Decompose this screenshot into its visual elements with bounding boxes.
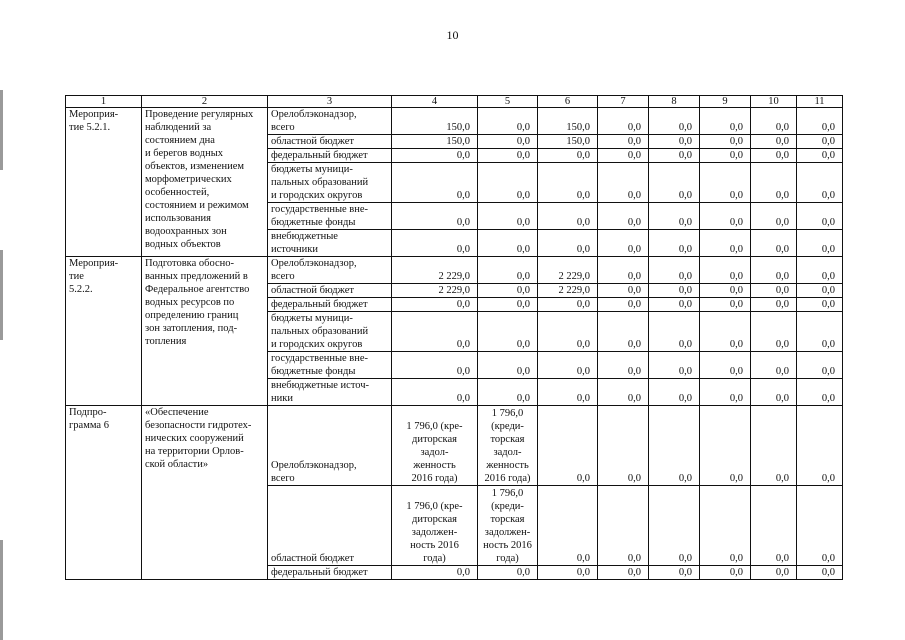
amount-cell: 0,0 <box>649 406 700 486</box>
funding-source: бюджеты муници- пальных образований и городских округов <box>268 163 392 203</box>
column-number: 2 <box>142 96 268 108</box>
amount-cell: 0,0 <box>700 312 751 352</box>
amount-cell: 0,0 <box>751 284 797 298</box>
amount-cell: 0,0 <box>598 566 649 580</box>
amount-cell: 0,0 <box>598 312 649 352</box>
amount-cell: 150,0 <box>392 135 478 149</box>
column-number: 6 <box>538 96 598 108</box>
amount-cell: 0,0 <box>538 379 598 406</box>
amount-cell: 0,0 <box>751 566 797 580</box>
funding-source: Орелоблэконадзор, всего <box>268 406 392 486</box>
amount-cell: 0,0 <box>598 352 649 379</box>
amount-cell: 0,0 <box>392 203 478 230</box>
amount-cell: 0,0 <box>538 312 598 352</box>
amount-cell: 0,0 <box>649 486 700 566</box>
amount-cell: 0,0 <box>700 566 751 580</box>
amount-cell: 0,0 <box>751 203 797 230</box>
amount-cell: 0,0 <box>598 135 649 149</box>
amount-cell: 0,0 <box>751 312 797 352</box>
funding-source: Орелоблэконадзор, всего <box>268 108 392 135</box>
amount-cell: 150,0 <box>538 135 598 149</box>
amount-cell: 0,0 <box>797 312 843 352</box>
amount-cell: 0,0 <box>478 149 538 163</box>
amount-cell: 0,0 <box>478 284 538 298</box>
amount-cell: 0,0 <box>797 352 843 379</box>
amount-cell: 0,0 <box>598 203 649 230</box>
amount-cell: 0,0 <box>392 379 478 406</box>
funding-source: федеральный бюджет <box>268 149 392 163</box>
amount-cell: 0,0 <box>751 406 797 486</box>
budget-table <box>65 95 843 580</box>
amount-cell: 0,0 <box>538 149 598 163</box>
amount-cell: 0,0 <box>538 230 598 257</box>
funding-source: бюджеты муници- пальных образований и городских округов <box>268 312 392 352</box>
amount-cell: 0,0 <box>392 230 478 257</box>
amount-cell: 0,0 <box>598 257 649 284</box>
activity-code: Мероприя- тие 5.2.2. <box>66 257 142 406</box>
amount-cell: 0,0 <box>392 298 478 312</box>
table-row <box>66 108 843 135</box>
amount-cell: 0,0 <box>478 312 538 352</box>
amount-cell: 1 796,0 (кре- диторская задолжен- ность 2016 года) <box>392 486 478 566</box>
amount-cell: 0,0 <box>598 284 649 298</box>
amount-cell: 0,0 <box>538 486 598 566</box>
funding-source: Орелоблэконадзор, всего <box>268 257 392 284</box>
amount-cell: 0,0 <box>751 135 797 149</box>
amount-cell: 0,0 <box>538 406 598 486</box>
amount-cell: 0,0 <box>392 566 478 580</box>
column-number: 10 <box>751 96 797 108</box>
amount-cell: 0,0 <box>598 486 649 566</box>
amount-cell: 0,0 <box>478 352 538 379</box>
amount-cell: 0,0 <box>700 284 751 298</box>
amount-cell: 0,0 <box>700 486 751 566</box>
table-row <box>66 257 843 284</box>
amount-cell: 0,0 <box>649 257 700 284</box>
amount-cell: 0,0 <box>797 108 843 135</box>
amount-cell: 0,0 <box>797 486 843 566</box>
amount-cell: 0,0 <box>478 566 538 580</box>
amount-cell: 0,0 <box>538 203 598 230</box>
amount-cell: 0,0 <box>797 406 843 486</box>
funding-source: государственные вне- бюджетные фонды <box>268 352 392 379</box>
amount-cell: 0,0 <box>478 379 538 406</box>
funding-source: областной бюджет <box>268 486 392 566</box>
amount-cell: 0,0 <box>598 230 649 257</box>
amount-cell: 0,0 <box>797 566 843 580</box>
amount-cell: 0,0 <box>478 108 538 135</box>
column-number: 4 <box>392 96 478 108</box>
funding-source: внебюджетные источники <box>268 230 392 257</box>
amount-cell: 0,0 <box>538 352 598 379</box>
column-number: 3 <box>268 96 392 108</box>
amount-cell: 0,0 <box>392 163 478 203</box>
amount-cell: 0,0 <box>700 257 751 284</box>
page-number: 10 <box>446 28 459 42</box>
amount-cell: 0,0 <box>478 203 538 230</box>
amount-cell: 0,0 <box>649 566 700 580</box>
amount-cell: 0,0 <box>478 135 538 149</box>
amount-cell: 0,0 <box>649 379 700 406</box>
activity-title: «Обеспечение безопасности гидротех- нических сооружений на территории Орлов- ской области» <box>142 406 268 580</box>
amount-cell: 0,0 <box>538 566 598 580</box>
amount-cell: 0,0 <box>598 379 649 406</box>
amount-cell: 0,0 <box>649 149 700 163</box>
amount-cell: 0,0 <box>700 298 751 312</box>
amount-cell: 0,0 <box>700 230 751 257</box>
amount-cell: 0,0 <box>700 108 751 135</box>
amount-cell: 0,0 <box>700 406 751 486</box>
amount-cell: 0,0 <box>598 149 649 163</box>
amount-cell: 0,0 <box>649 312 700 352</box>
amount-cell: 0,0 <box>649 352 700 379</box>
amount-cell: 0,0 <box>797 149 843 163</box>
amount-cell: 0,0 <box>538 163 598 203</box>
amount-cell: 2 229,0 <box>392 257 478 284</box>
page-edge-mark <box>0 90 3 170</box>
amount-cell: 0,0 <box>797 298 843 312</box>
amount-cell: 2 229,0 <box>538 257 598 284</box>
funding-source: государственные вне- бюджетные фонды <box>268 203 392 230</box>
amount-cell: 0,0 <box>797 230 843 257</box>
amount-cell: 0,0 <box>649 284 700 298</box>
funding-source: внебюджетные источ- ники <box>268 379 392 406</box>
amount-cell: 150,0 <box>392 108 478 135</box>
funding-source: федеральный бюджет <box>268 298 392 312</box>
amount-cell: 0,0 <box>797 135 843 149</box>
amount-cell: 0,0 <box>700 149 751 163</box>
amount-cell: 0,0 <box>598 163 649 203</box>
amount-cell: 0,0 <box>392 312 478 352</box>
amount-cell: 0,0 <box>700 379 751 406</box>
amount-cell: 2 229,0 <box>538 284 598 298</box>
amount-cell: 0,0 <box>797 284 843 298</box>
column-number: 11 <box>797 96 843 108</box>
amount-cell: 0,0 <box>751 486 797 566</box>
amount-cell: 0,0 <box>751 379 797 406</box>
amount-cell: 0,0 <box>649 135 700 149</box>
amount-cell: 0,0 <box>700 352 751 379</box>
amount-cell: 0,0 <box>797 379 843 406</box>
amount-cell: 0,0 <box>700 163 751 203</box>
amount-cell: 0,0 <box>649 298 700 312</box>
amount-cell: 0,0 <box>751 108 797 135</box>
column-number: 5 <box>478 96 538 108</box>
amount-cell: 0,0 <box>478 163 538 203</box>
amount-cell: 0,0 <box>700 135 751 149</box>
funding-source: федеральный бюджет <box>268 566 392 580</box>
amount-cell: 1 796,0 (креди- торская задолжен- ность 2016 года) <box>478 486 538 566</box>
amount-cell: 0,0 <box>598 108 649 135</box>
column-number: 9 <box>700 96 751 108</box>
amount-cell: 0,0 <box>478 298 538 312</box>
amount-cell: 0,0 <box>649 230 700 257</box>
amount-cell: 0,0 <box>649 108 700 135</box>
amount-cell: 0,0 <box>538 298 598 312</box>
amount-cell: 0,0 <box>649 203 700 230</box>
amount-cell: 0,0 <box>751 149 797 163</box>
amount-cell: 0,0 <box>751 298 797 312</box>
funding-source: областной бюджет <box>268 135 392 149</box>
amount-cell: 0,0 <box>478 230 538 257</box>
amount-cell: 0,0 <box>751 163 797 203</box>
amount-cell: 0,0 <box>392 149 478 163</box>
activity-code: Подпро- грамма 6 <box>66 406 142 580</box>
page-edge-mark <box>0 540 3 640</box>
amount-cell: 150,0 <box>538 108 598 135</box>
amount-cell: 0,0 <box>751 257 797 284</box>
amount-cell: 0,0 <box>478 257 538 284</box>
funding-source: областной бюджет <box>268 284 392 298</box>
amount-cell: 0,0 <box>392 352 478 379</box>
amount-cell: 1 796,0 (креди- торская задол- женность 2016 года) <box>478 406 538 486</box>
table-header-row <box>66 96 843 108</box>
column-number: 7 <box>598 96 649 108</box>
column-number: 1 <box>66 96 142 108</box>
column-number: 8 <box>649 96 700 108</box>
activity-title: Проведение регулярных наблюдений за состоянием дна и берегов водных объектов, изменением морфометрических особенностей, состоянием и режимом использования водоохранных зон водных объектов <box>142 108 268 257</box>
activity-code: Мероприя- тие 5.2.1. <box>66 108 142 257</box>
amount-cell: 0,0 <box>797 163 843 203</box>
amount-cell: 0,0 <box>797 257 843 284</box>
amount-cell: 1 796,0 (кре- диторская задол- женность 2016 года) <box>392 406 478 486</box>
amount-cell: 0,0 <box>700 203 751 230</box>
amount-cell: 0,0 <box>751 230 797 257</box>
amount-cell: 0,0 <box>598 298 649 312</box>
activity-title: Подготовка обосно- ванных предложений в Федеральное агентство водных ресурсов по определению границ зон затопления, под- топления <box>142 257 268 406</box>
amount-cell: 0,0 <box>649 163 700 203</box>
table-row <box>66 406 843 486</box>
amount-cell: 2 229,0 <box>392 284 478 298</box>
amount-cell: 0,0 <box>598 406 649 486</box>
amount-cell: 0,0 <box>751 352 797 379</box>
amount-cell: 0,0 <box>797 203 843 230</box>
page-edge-mark <box>0 250 3 340</box>
